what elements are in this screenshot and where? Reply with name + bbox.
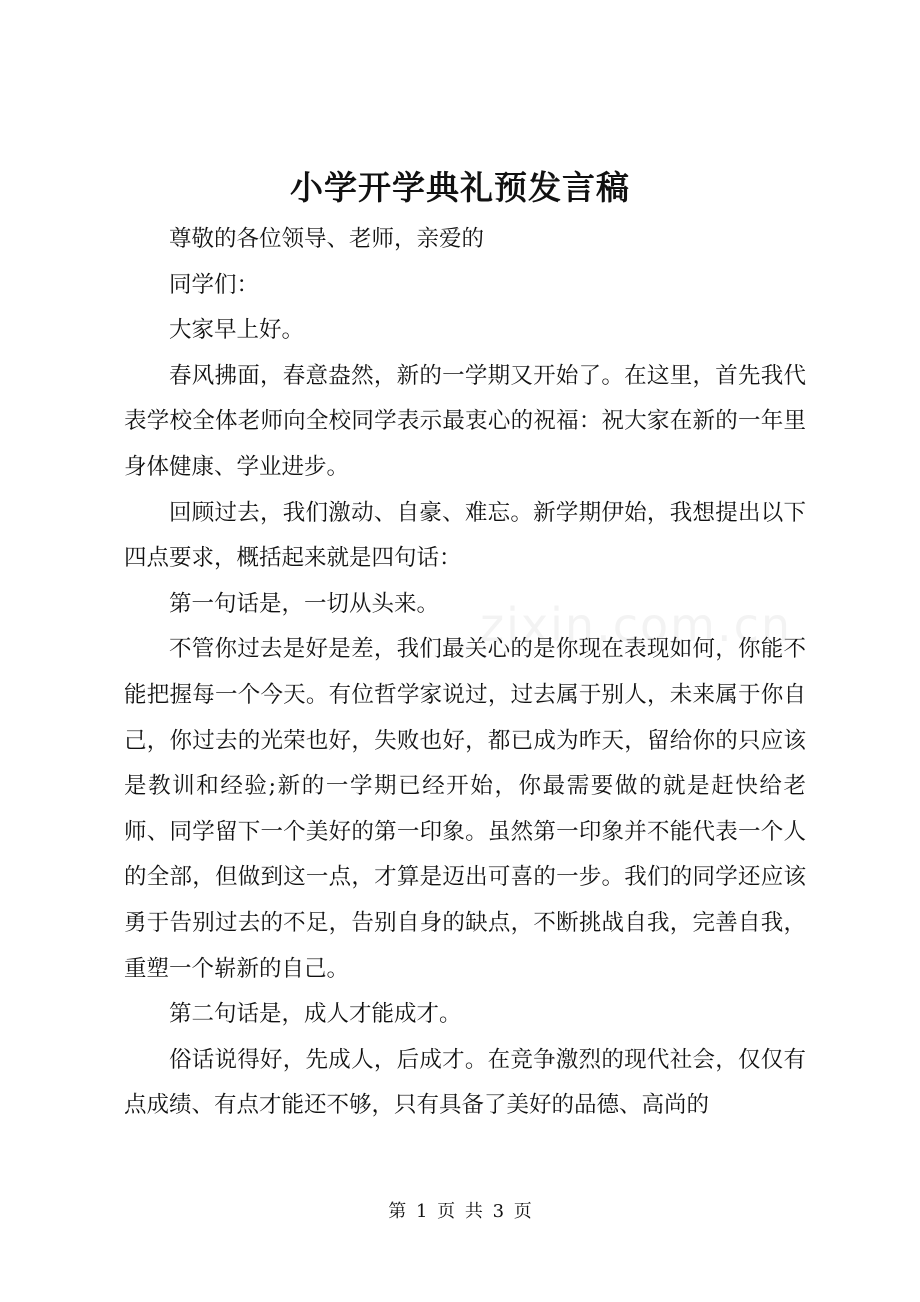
- paragraph: 第二句话是，成人才能成才。: [169, 1001, 462, 1028]
- page-footer: 第 1 页 共 3 页: [388, 1201, 532, 1222]
- document-body: [124, 217, 806, 1129]
- paragraph: 大家早上好。: [169, 317, 305, 344]
- paragraph: 尊敬的各位领导、老师，亲爱的: [169, 226, 485, 252]
- page-title: 小学开学典礼预发言稿: [290, 168, 630, 207]
- paragraph: 同学们：: [169, 271, 260, 298]
- paragraph: 春风拂面，春意盎然，新的一学期又开始了。在这里，首先我代表学校全体老师向全校同学表示最衷心的祝福：祝大家在新的一年里身体健康、学业进步。: [124, 362, 806, 480]
- watermark: zixin.com.cn: [480, 598, 793, 652]
- paragraph: 不管你过去是好是差，我们最关心的是你现在表现如何，你能不能把握每一个今天。有位哲学家说过，过去属于别人，未来属于你自己，你过去的光荣也好，失败也好，都已成为昨天，留给你的只应该是教训和经验;新的一学期已经开始，你最需要做的就是赶快给老师、同学留下一个美好的第一印象。虽然第一印象并不能代表一个人的全部，但做到这一点，才算是迈出可喜的一步。我们的同学还应该勇于告别过去的不足，告别自身的缺点，不断挑战自我，完善自我，重塑一个崭新的自己。: [124, 636, 806, 982]
- paragraph: 第一句话是，一切从头来。: [169, 590, 440, 617]
- paragraph: 回顾过去，我们激动、自豪、难忘。新学期伊始，我想提出以下四点要求，概括起来就是四句话：: [124, 499, 806, 572]
- paragraph: 俗话说得好，先成人，后成才。在竞争激烈的现代社会，仅仅有点成绩、有点才能还不够，只有具备了美好的品德、高尚的: [124, 1046, 806, 1119]
